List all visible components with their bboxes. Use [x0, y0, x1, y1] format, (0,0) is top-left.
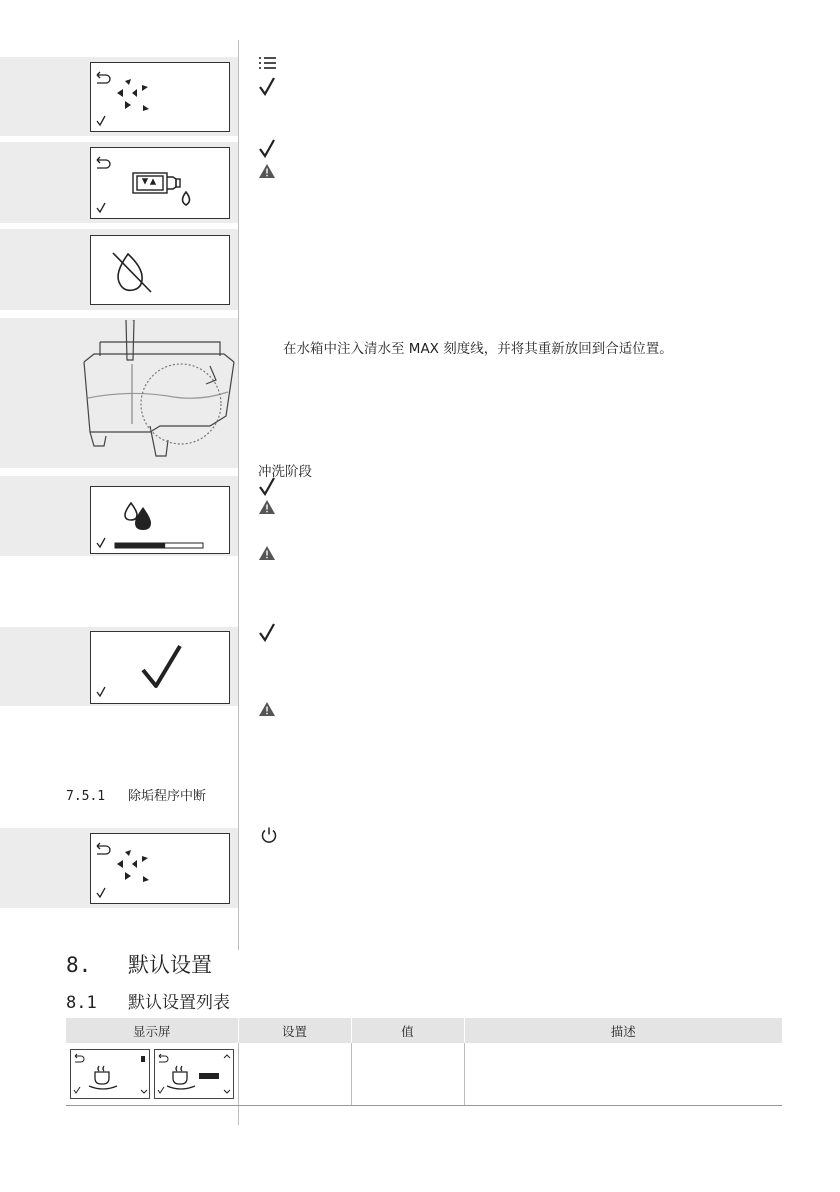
checkmark-icon — [158, 1087, 164, 1093]
list-icon — [258, 55, 278, 71]
back-arrow-icon — [75, 1054, 84, 1062]
value-bar — [199, 1073, 219, 1079]
chevron-up-icon — [224, 1055, 230, 1058]
display-cell — [66, 1043, 238, 1106]
checkmark-icon — [97, 203, 105, 212]
checkmark-icon — [97, 888, 105, 897]
header-value: 值 — [351, 1018, 464, 1043]
display-no-water — [90, 235, 230, 305]
lock-icon — [141, 1056, 145, 1062]
water-tank-illustration — [78, 320, 238, 468]
descale-arrows-icon — [117, 79, 149, 111]
checkmark-icon — [258, 476, 276, 496]
descaler-bottle-icon — [133, 173, 180, 193]
display-descale-symbol — [90, 62, 230, 132]
display-descale-interrupted — [90, 833, 230, 904]
checkmark-icon — [97, 116, 105, 125]
large-checkmark-icon — [143, 646, 180, 686]
column-divider — [238, 40, 239, 950]
header-setting: 设置 — [238, 1018, 351, 1043]
water-drop-icon — [183, 192, 190, 205]
back-arrow-icon — [97, 72, 110, 83]
chevron-down-icon — [141, 1090, 147, 1093]
section-7-5-1-heading: 7.5.1 除垢程序中断 — [66, 789, 207, 804]
table-row — [66, 1043, 782, 1106]
descale-arrows-icon — [117, 850, 149, 882]
chevron-down-icon — [224, 1090, 230, 1093]
checkmark-icon — [258, 138, 276, 158]
rinse-phase-label: 冲洗阶段 — [258, 464, 312, 480]
checkmark-icon — [97, 538, 105, 547]
display-add-descaler — [90, 147, 230, 219]
water-drops-icon — [125, 503, 137, 520]
default-settings-table — [66, 1018, 782, 1106]
description-cell — [464, 1043, 782, 1106]
checkmark-icon — [97, 687, 105, 696]
mini-display-value — [154, 1049, 234, 1099]
back-arrow-icon — [97, 843, 110, 854]
table-header-row — [66, 1018, 782, 1043]
coffee-cup-icon — [167, 1066, 195, 1089]
header-description: 描述 — [464, 1018, 782, 1043]
column-divider-lower — [238, 1105, 239, 1125]
mini-display-locked — [70, 1049, 150, 1099]
checkmark-icon — [258, 76, 276, 96]
back-arrow-icon — [159, 1054, 168, 1062]
back-arrow-icon — [97, 157, 110, 168]
fill-tank-instruction: 在水箱中注入清水至 MAX 刻度线，并将其重新放回到合适位置。 — [283, 341, 673, 357]
header-display: 显示屏 — [66, 1018, 238, 1043]
setting-cell — [238, 1043, 351, 1106]
progress-bar-fill — [115, 543, 165, 548]
section-8-heading: 8. 默认设置 — [66, 953, 212, 977]
value-cell — [351, 1043, 464, 1106]
warning-triangle-icon — [258, 701, 276, 717]
display-descale-complete — [90, 631, 230, 704]
no-water-icon — [113, 253, 151, 292]
coffee-cup-icon — [89, 1066, 117, 1089]
water-drop-filled-icon — [135, 507, 151, 530]
section-8-1-heading: 8.1 默认设置列表 — [66, 993, 230, 1013]
warning-triangle-icon — [258, 499, 276, 515]
power-icon — [260, 826, 278, 844]
checkmark-icon — [258, 622, 276, 642]
warning-triangle-icon — [258, 545, 276, 561]
checkmark-icon — [74, 1087, 80, 1093]
display-rinse-progress — [90, 486, 230, 554]
warning-triangle-icon — [258, 163, 276, 179]
